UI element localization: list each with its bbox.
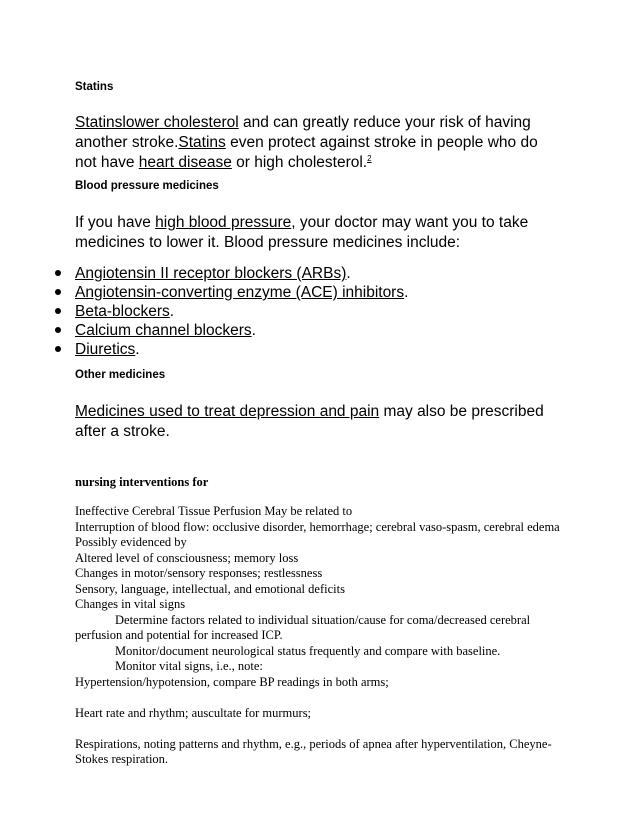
bp-text-2: , your doctor may want you to take medicines to lower it. Blood pressure medicines include:: [75, 214, 529, 251]
list-item: [55, 283, 408, 302]
bullet-icon: [55, 308, 61, 314]
statins-text-2: even protect against stroke in people who do not have: [75, 134, 538, 171]
nursing-line: Possibly evidenced by: [75, 535, 187, 549]
high-blood-pressure-link[interactable]: high blood pressure: [155, 214, 292, 231]
nursing-line: Respirations, noting patterns and rhythm, e.g., periods of apnea after hyperventilation, Cheyne-: [75, 736, 552, 751]
list-item-suffix: .: [346, 265, 351, 282]
nursing-heading: nursing interventions for: [75, 475, 209, 489]
list-item-suffix: .: [169, 303, 175, 320]
statins-text-1: and can greatly reduce your risk of having another stroke.: [75, 114, 531, 151]
nursing-line: Hypertension/hypotension, compare BP readings in both arms;: [75, 674, 389, 689]
list-item: [55, 321, 408, 340]
bp-paragraph: [75, 213, 555, 253]
nursing-line: Sensory, language, intellectual, and emotional deficits: [75, 581, 345, 596]
footnote-ref[interactable]: 2: [367, 153, 372, 163]
beta-blockers-link[interactable]: Beta-blockers: [75, 303, 170, 320]
diuretics-link[interactable]: Diuretics: [75, 341, 136, 358]
bullet-icon: [55, 270, 61, 276]
list-item-suffix: .: [251, 322, 256, 339]
arbs-link[interactable]: Angiotensin II receptor blockers (ARBs): [75, 265, 347, 282]
nursing-indent-line: Monitor/document neurological status frequently and compare with baseline.: [115, 643, 501, 658]
spacer: [75, 721, 560, 737]
bp-text-1: If you have: [75, 214, 156, 231]
spacer: [75, 690, 560, 706]
bullet-icon: [55, 289, 61, 295]
statins-heading: Statins: [75, 81, 114, 93]
ace-inhibitors-link[interactable]: Angiotensin-converting enzyme (ACE) inhibitors: [75, 284, 405, 301]
nursing-line: Stokes respiration.: [75, 752, 169, 766]
calcium-channel-blockers-link[interactable]: Calcium channel blockers: [75, 322, 252, 339]
bullet-icon: [55, 346, 61, 352]
bullet-icon: [55, 327, 61, 333]
other-text: may also be prescribed after a stroke.: [75, 403, 544, 440]
bp-heading: Blood pressure medicines: [75, 180, 219, 192]
nursing-text-block: [75, 504, 560, 768]
depression-pain-medicines-link[interactable]: Medicines used to treat depression and pain: [75, 403, 380, 420]
nursing-line: perfusion and potential for increased ICP.: [75, 628, 283, 642]
statins-paragraph: [75, 113, 555, 173]
heart-disease-link[interactable]: heart disease: [138, 154, 232, 171]
nursing-line: Heart rate and rhythm; auscultate for murmurs;: [75, 705, 312, 720]
list-item-suffix: .: [135, 341, 140, 358]
list-item: [55, 302, 408, 321]
other-paragraph: [75, 402, 555, 442]
statins-link[interactable]: Statins: [178, 134, 226, 151]
list-item: [55, 264, 408, 283]
nursing-line: Altered level of consciousness; memory loss: [75, 550, 299, 565]
nursing-indent-line: Monitor vital signs, i.e., note:: [115, 659, 263, 673]
nursing-line: Ineffective Cerebral Tissue Perfusion May be related to: [75, 504, 353, 518]
other-heading: Other medicines: [75, 369, 166, 381]
nursing-line: Changes in vital signs: [75, 597, 186, 611]
statins-text-3: or high cholesterol.: [231, 154, 368, 171]
list-item: [55, 340, 408, 359]
nursing-line: Interruption of blood flow: occlusive disorder, hemorrhage; cerebral vaso-spasm, cerebral edema: [75, 519, 560, 534]
list-item-suffix: .: [404, 284, 409, 301]
statins-lower-cholesterol-link[interactable]: Statinslower cholesterol: [75, 114, 239, 131]
bp-medicines-list: [55, 264, 408, 359]
nursing-line: Changes in motor/sensory responses; restlessness: [75, 566, 323, 580]
nursing-indent-line: Determine factors related to individual situation/cause for coma/decreased cerebral: [115, 612, 531, 627]
